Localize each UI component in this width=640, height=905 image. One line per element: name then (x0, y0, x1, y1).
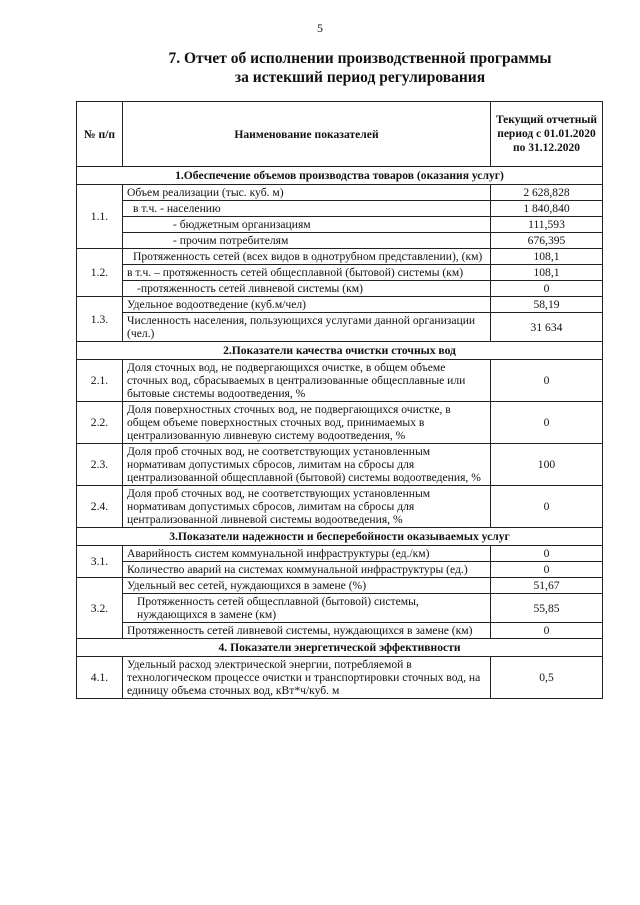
row-name: Доля поверхностных сточных вод, не подвергающихся очистке, в общем объеме поверхностных сточных вод, принимаемых в централизованную ливневую систему водоотведения, % (123, 402, 491, 444)
table-row (77, 233, 603, 249)
row-name: Удельное водоотведение (куб.м/чел) (123, 297, 491, 313)
report-title-line-1: 7. Отчет об исполнении производственной программы (168, 50, 552, 67)
row-num: 3.2. (77, 578, 123, 639)
table-row (77, 486, 603, 528)
row-name: -протяженность сетей ливневой системы (км) (123, 281, 491, 297)
row-name: Количество аварий на системах коммунальной инфраструктуры (ед.) (123, 562, 491, 578)
row-num: 4.1. (77, 657, 123, 699)
page-number: 5 (317, 21, 323, 35)
section-row (77, 528, 603, 546)
row-value: 0 (491, 623, 603, 639)
row-num: 1.2. (77, 249, 123, 297)
section-title: 3.Показатели надежности и бесперебойности оказываемых услуг (77, 528, 603, 546)
table-row (77, 402, 603, 444)
row-value: 1 840,840 (491, 201, 603, 217)
row-value: 0 (491, 562, 603, 578)
row-num: 1.1. (77, 185, 123, 249)
table-row (77, 297, 603, 313)
row-name: в т.ч. – протяженность сетей общесплавной (бытовой) системы (км) (123, 265, 491, 281)
table-row (77, 546, 603, 562)
row-name: Протяженность сетей ливневой системы, нуждающихся в замене (км) (123, 623, 491, 639)
table-header-row (77, 102, 603, 167)
report-table (76, 101, 603, 699)
header-name: Наименование показателей (123, 102, 491, 167)
table-row (77, 217, 603, 233)
header-value: Текущий отчетный период с 01.01.2020 по 31.12.2020 (491, 102, 603, 167)
header-num: № п/п (77, 102, 123, 167)
row-num: 2.4. (77, 486, 123, 528)
section-row (77, 167, 603, 185)
section-title: 4. Показатели энергетической эффективности (77, 639, 603, 657)
row-name: Удельный вес сетей, нуждающихся в замене (%) (123, 578, 491, 594)
row-value: 51,67 (491, 578, 603, 594)
table-row (77, 360, 603, 402)
section-row (77, 639, 603, 657)
row-value: 108,1 (491, 265, 603, 281)
row-name: Доля проб сточных вод, не соответствующих установленным нормативам допустимых сбросов, лимитам на сбросы для централизованной общесплавной (бытовой) системы водоотведения, % (123, 444, 491, 486)
row-value: 55,85 (491, 594, 603, 623)
row-value: 31 634 (491, 313, 603, 342)
table-row (77, 281, 603, 297)
report-title (60, 49, 640, 87)
row-value: 0 (491, 281, 603, 297)
row-name: в т.ч. - населению (123, 201, 491, 217)
row-name: Протяженность сетей (всех видов в однотрубном представлении), (км) (123, 249, 491, 265)
row-value: 100 (491, 444, 603, 486)
section-title: 2.Показатели качества очистки сточных вод (77, 342, 603, 360)
table-row (77, 265, 603, 281)
row-num: 1.3. (77, 297, 123, 342)
row-name: Доля проб сточных вод, не соответствующих установленным нормативам допустимых сбросов, лимитам на сбросы для централизованной ливневой системы водоотведения, % (123, 486, 491, 528)
row-value: 676,395 (491, 233, 603, 249)
row-value: 108,1 (491, 249, 603, 265)
row-value: 0 (491, 546, 603, 562)
table-row (77, 201, 603, 217)
table-row (77, 562, 603, 578)
row-name: Аварийность систем коммунальной инфраструктуры (ед./км) (123, 546, 491, 562)
row-num: 2.3. (77, 444, 123, 486)
row-num: 2.1. (77, 360, 123, 402)
row-num: 3.1. (77, 546, 123, 578)
row-name: Доля сточных вод, не подвергающихся очистке, в общем объеме сточных вод, сбрасываемых в централизованные общесплавные или бытовые системы водоотведения, % (123, 360, 491, 402)
table-row (77, 657, 603, 699)
row-name: Протяженность сетей общесплавной (бытовой) системы, нуждающихся в замене (км) (123, 594, 491, 623)
row-name: Удельный расход электрической энергии, потребляемой в технологическом процессе очистки и транспортировки сточных вод, на единицу объема сточных вод, кВт*ч/куб. м (123, 657, 491, 699)
row-name: Объем реализации (тыс. куб. м) (123, 185, 491, 201)
row-value: 2 628,828 (491, 185, 603, 201)
row-value: 111,593 (491, 217, 603, 233)
row-value: 0 (491, 360, 603, 402)
row-num: 2.2. (77, 402, 123, 444)
table-row (77, 578, 603, 594)
table-row (77, 185, 603, 201)
row-value: 0 (491, 486, 603, 528)
report-title-line-2: за истекший период регулирования (234, 69, 486, 86)
row-name: - прочим потребителям (123, 233, 491, 249)
section-row (77, 342, 603, 360)
table-row (77, 249, 603, 265)
table-row (77, 313, 603, 342)
table-row (77, 444, 603, 486)
row-value: 0 (491, 402, 603, 444)
table-row (77, 623, 603, 639)
row-name: - бюджетным организациям (123, 217, 491, 233)
row-value: 0,5 (491, 657, 603, 699)
row-name: Численность населения, пользующихся услугами данной организации (чел.) (123, 313, 491, 342)
row-value: 58,19 (491, 297, 603, 313)
table-row (77, 594, 603, 623)
section-title: 1.Обеспечение объемов производства товаров (оказания услуг) (77, 167, 603, 185)
